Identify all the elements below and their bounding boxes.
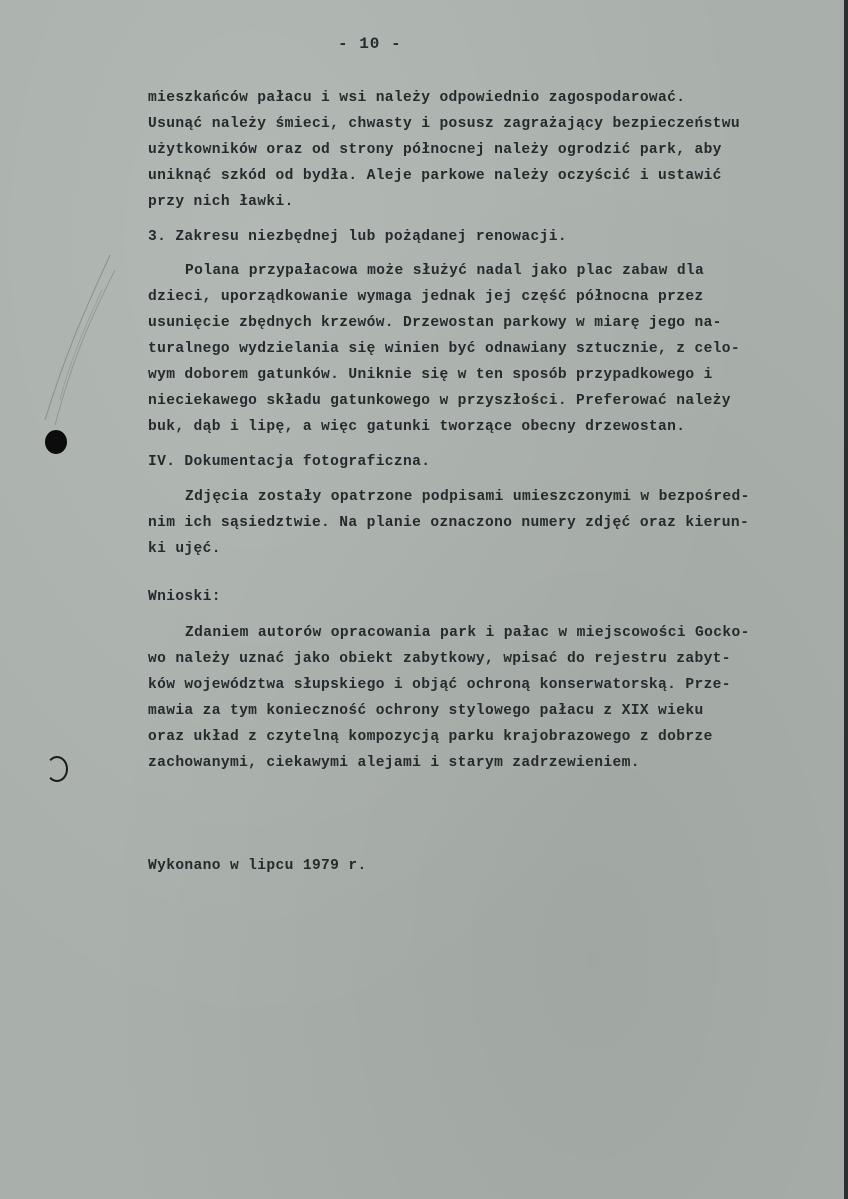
text-line: mawia za tym konieczność ochrony stylowego pałacu z XIX wieku <box>148 703 704 719</box>
page-number: - 10 - <box>338 35 402 53</box>
text-line: dzieci, uporządkowanie wymaga jednak jej część północna przez <box>148 289 704 305</box>
text-line: usunięcie zbędnych krzewów. Drzewostan parkowy w miarę jego na- <box>148 315 722 331</box>
text-line: Zdaniem autorów opracowania park i pałac w miejscowości Gocko- <box>185 625 750 641</box>
conclusions-heading: Wnioski: <box>148 589 221 605</box>
text-line: nim ich sąsiedztwie. Na planie oznaczono numery zdjęć oraz kierun- <box>148 515 750 531</box>
text-line: Zdjęcia zostały opatrzone podpisami umieszczonymi w bezpośred- <box>185 489 750 505</box>
text-line: turalnego wydzielania się winien być odnawiany sztucznie, z celo- <box>148 341 740 357</box>
text-line: oraz układ z czytelną kompozycją parku krajobrazowego z dobrze <box>148 729 713 745</box>
text-line: wo należy uznać jako obiekt zabytkowy, wpisać do rejestru zabyt- <box>148 651 731 667</box>
text-line: uniknąć szkód od bydła. Aleje parkowe należy oczyścić i ustawić <box>148 168 722 184</box>
text-line: nieciekawego składu gatunkowego w przyszłości. Preferować należy <box>148 393 731 409</box>
page-edge <box>844 0 848 1199</box>
text-line: wym doborem gatunków. Uniknie się w ten sposób przypadkowego i <box>148 367 713 383</box>
text-line: użytkowników oraz od strony północnej należy ogrodzić park, aby <box>148 142 722 158</box>
text-line: zachowanymi, ciekawymi alejami i starym zadrzewieniem. <box>148 755 640 771</box>
section-4-heading: IV. Dokumentacja fotograficzna. <box>148 454 431 470</box>
text-line: Polana przypałacowa może służyć nadal jako plac zabaw dla <box>185 263 705 279</box>
text-line: ki ujęć. <box>148 541 221 557</box>
text-line: Usunąć należy śmieci, chwasty i posusz zagrażający bezpieczeństwu <box>148 116 740 132</box>
punch-hole-top <box>45 430 67 454</box>
punch-hole-bottom <box>46 756 68 782</box>
pencil-scribble-mark <box>30 250 120 430</box>
section-3-heading: 3. Zakresu niezbędnej lub pożądanej renowacji. <box>148 229 567 245</box>
text-line: przy nich ławki. <box>148 194 294 210</box>
completion-note: Wykonano w lipcu 1979 r. <box>148 858 367 874</box>
text-line: buk, dąb i lipę, a więc gatunki tworzące obecny drzewostan. <box>148 419 686 435</box>
text-line: ków województwa słupskiego i objąć ochroną konserwatorską. Prze- <box>148 677 731 693</box>
text-line: mieszkańców pałacu i wsi należy odpowiednio zagospodarować. <box>148 90 686 106</box>
